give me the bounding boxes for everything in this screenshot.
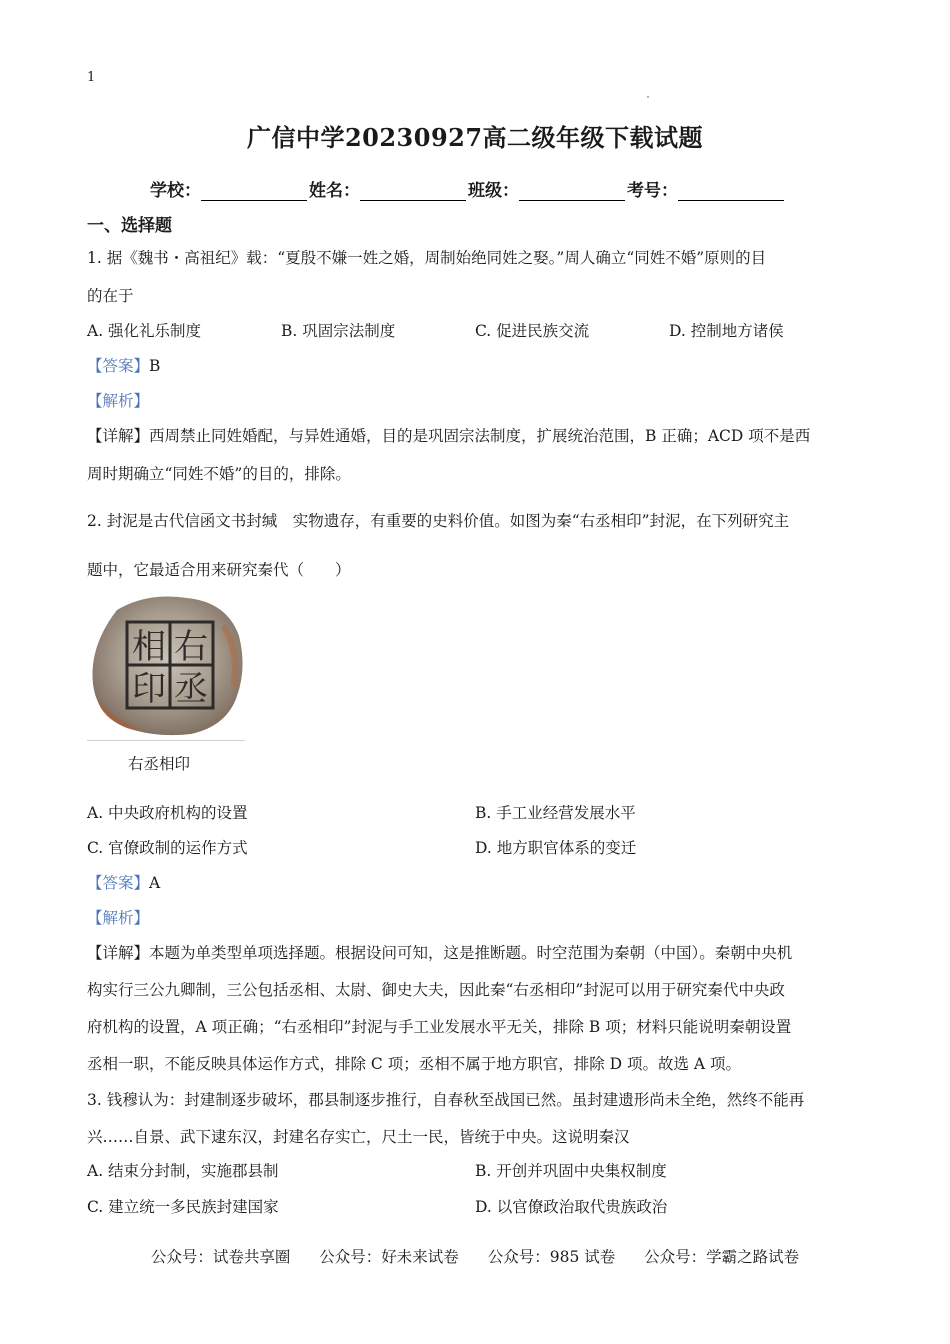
field-label: 考号： (627, 181, 678, 201)
blank-line (201, 182, 307, 201)
page-title: 广信中学20230927高二级年级下载试题 (246, 123, 704, 152)
section-title: 一、选择题 (87, 216, 172, 236)
q1-answer (87, 354, 160, 376)
q2-detail-line: 府机构的设置，A 项正确；“右丞相印”封泥与手工业发展水平无关，排除 B 项；材料只能说明秦朝设置 (87, 1018, 792, 1036)
seal-image (87, 588, 245, 741)
name-field (309, 176, 468, 201)
q2-detail-line: 丞相一职，不能反映具体运作方式，排除 C 项；丞相不属于地方职官，排除 D 项。故选 A 项。 (87, 1055, 742, 1073)
q2-option-b: B. 手工业经营发展水平 (475, 804, 636, 822)
answer-value: A (149, 874, 161, 892)
q2-answer (87, 871, 160, 893)
q1-option-a: A. 强化礼乐制度 (87, 322, 202, 340)
q1-detail-line2: 周时期确立“同姓不婚”的目的，排除。 (87, 465, 351, 483)
field-label: 姓名： (309, 181, 360, 201)
q2-option-a: A. 中央政府机构的设置 (87, 804, 248, 822)
footer (0, 1245, 950, 1267)
seal-glyph: 右 (174, 627, 208, 667)
seal-caption: 右丞相印 (128, 755, 191, 773)
q2-detail-line: 【详解】本题为单类型单项选择题。根据设问可知，这是推断题。时空范围为秦朝（中国）。秦朝中央机 (87, 944, 793, 962)
q2-stem-line1: 2. 封泥是古代信函文书封缄 实物遗存，有重要的史料价值。如图为秦“右丞相印”封泥，在下列研究主 (87, 512, 790, 530)
q3-option-b: B. 开创并巩固中央集权制度 (475, 1162, 667, 1180)
q2-analysis-tag: 【解析】 (87, 909, 150, 927)
q2-option-c: C. 官僚政制的运作方式 (87, 839, 248, 857)
field-label: 班级： (468, 181, 519, 201)
footer-item: 公众号：好未来试卷 (319, 1248, 459, 1266)
answer-value: B (149, 357, 161, 375)
q1-analysis-tag: 【解析】 (87, 392, 150, 410)
exam-number-field (627, 176, 786, 201)
seal-glyph: 相 (132, 627, 166, 667)
q3-stem-line2: 兴……自景、武下逮东汉，封建名存实亡，尺土一民，皆统于中央。这说明秦汉 (87, 1128, 630, 1146)
student-info-fields (150, 176, 786, 201)
answer-tag: 【答案】 (87, 874, 150, 892)
q3-option-d: D. 以官僚政治取代贵族政治 (475, 1198, 668, 1216)
q2-stem-line2: 题中，它最适合用来研究秦代（ ） (87, 561, 351, 579)
q1-stem-line1: 1. 据《魏书・高祖纪》载：“夏殷不嫌一姓之婚，周制始绝同姓之娶。”周人确立“同姓不婚”原则的目 (87, 249, 767, 267)
answer-tag: 【答案】 (87, 357, 150, 375)
footer-item: 公众号：学霸之路试卷 (644, 1248, 800, 1266)
clay-seal-picture (87, 588, 245, 738)
q2-option-d: D. 地方职官体系的变迁 (475, 839, 637, 857)
stray-dot (647, 96, 649, 98)
blank-line (678, 182, 784, 201)
q1-detail-line1: 【详解】西周禁止同姓婚配，与异姓通婚，目的是巩固宗法制度，扩展统治范围，B 正确；ACD 项不是西 (87, 427, 811, 445)
footer-item: 公众号：985 试卷 (487, 1248, 616, 1266)
blank-line (519, 182, 625, 201)
q3-option-c: C. 建立统一多民族封建国家 (87, 1198, 279, 1216)
q3-stem-line1: 3. 钱穆认为：封建制逐步破坏，郡县制逐步推行，自春秋至战国已然。虽封建遗形尚未全绝，然终不能再 (87, 1091, 805, 1109)
seal-glyph: 丞 (174, 669, 208, 709)
blank-line (360, 182, 466, 201)
q1-option-b: B. 巩固宗法制度 (281, 322, 396, 340)
q3-option-a: A. 结束分封制，实施郡县制 (87, 1162, 279, 1180)
q1-option-d: D. 控制地方诸侯 (669, 322, 784, 340)
seal-glyph: 印 (132, 669, 166, 709)
q1-option-c: C. 促进民族交流 (475, 322, 590, 340)
q1-stem-line2: 的在于 (87, 287, 134, 305)
field-label: 学校： (150, 181, 201, 201)
page-number: 1 (87, 70, 96, 85)
q2-detail-line: 构实行三公九卿制，三公包括丞相、太尉、御史大夫，因此秦“右丞相印”封泥可以用于研究秦代中央政 (87, 981, 785, 999)
footer-item: 公众号：试卷共享圈 (150, 1248, 291, 1266)
school-field (150, 176, 309, 201)
class-field (468, 176, 627, 201)
